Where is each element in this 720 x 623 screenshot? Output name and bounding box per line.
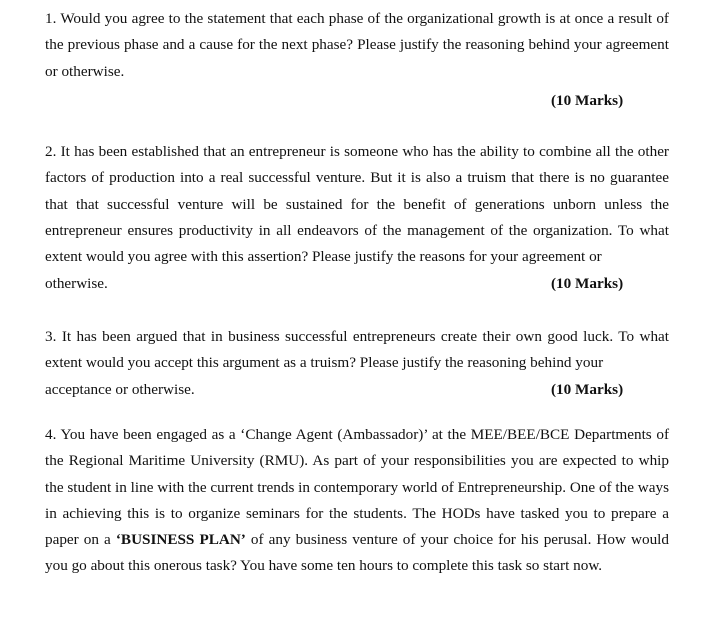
question-1-marks: (10 Marks) <box>551 92 624 109</box>
question-4-number: 4. <box>45 426 57 443</box>
question-2 <box>45 139 669 270</box>
question-4-text-before: You have been engaged as a ‘Change Agent (Ambassador)’ at the MEE/BEE/BCE Departments of the Regional Maritime University (RMU). As part of your responsibilities you are expected to whip the student in line with the current trends in contemporary world of Entrepreneurship. One of the ways in achieving this is to organize seminars for the students. The HODs have tasked you to prepare a paper on a <box>45 426 669 549</box>
question-1 <box>45 6 669 85</box>
question-4 <box>45 422 669 580</box>
question-1-text: Would you agree to the statement that each phase of the organizational growth is at once a result of the previous phase and a cause for the next phase? Please justify the reasoning behind your agreement or otherwise. <box>45 10 669 80</box>
question-3 <box>45 324 669 377</box>
question-3-marks: (10 Marks) <box>551 381 624 398</box>
question-4-text-after: of any business venture of your choice for his perusal. How would you go about this onerous task? You have some ten hours to complete this task so start now. <box>45 531 670 575</box>
question-4-bold-phrase: ‘BUSINESS PLAN’ <box>115 531 246 549</box>
question-3-text: It has been argued that in business successful entrepreneurs create their own good luck. To what extent would you accept this argument as a truism? Please justify the reasoning behind your <box>45 328 670 372</box>
question-2-marks: (10 Marks) <box>551 275 624 292</box>
question-2-number: 2. <box>45 143 57 160</box>
question-2-text: It has been established that an entrepreneur is someone who has the ability to combine all the other factors of production into a real successful venture. But it is also a truism that there is no guarantee that that successful venture will be sustained for the benefit of generations unborn unless the entrepreneur ensures productivity in all endeavors of the management of the organization. To what extent would you agree with this assertion? Please justify the reasons for your agreement or <box>45 143 669 266</box>
question-3-number: 3. <box>45 328 57 345</box>
question-1-number: 1. <box>45 10 57 27</box>
question-2-last-line-text: otherwise. <box>45 275 108 292</box>
question-3-last-line-text: acceptance or otherwise. <box>45 381 195 398</box>
